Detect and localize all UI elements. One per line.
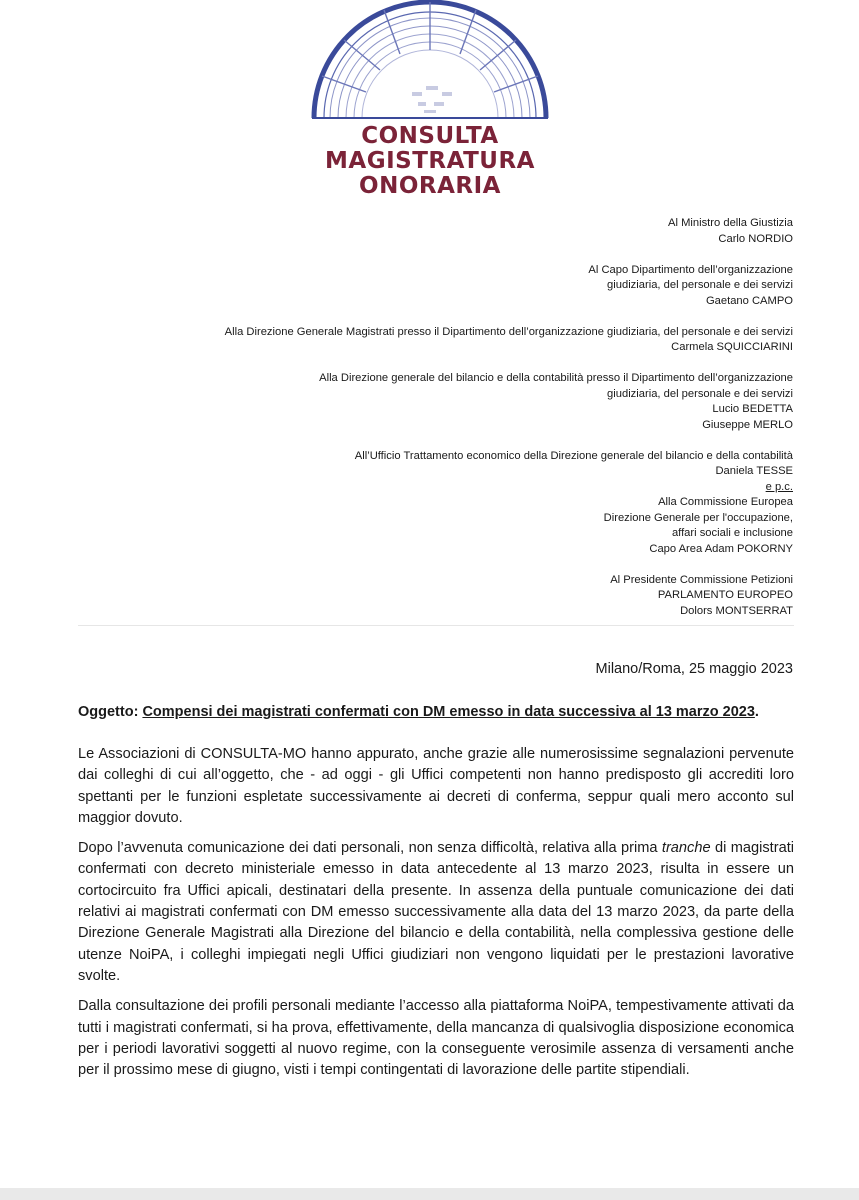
addressee-line: Al Capo Dipartimento dell’organizzazione: [588, 263, 793, 276]
addressee-line: Dolors MONTSERRAT: [680, 604, 793, 617]
letter-body: [78, 744, 794, 1090]
addressee-line: giudiziaria, del personale e dei servizi: [607, 387, 793, 400]
cc-label: e p.c.: [765, 480, 793, 493]
addressee-line: Capo Area Adam POKORNY: [649, 542, 793, 555]
divider: [78, 625, 794, 626]
addressee-parlamento-europeo: [93, 573, 793, 620]
addressee-line: Daniela TESSE: [715, 465, 793, 477]
addressee-line: All’Ufficio Trattamento economico della Direzione generale del bilancio e della contabilità: [354, 449, 793, 462]
addressee-direzione-bilancio: [93, 371, 793, 433]
logo-line-3: ONORARIA: [359, 173, 501, 199]
logo-wordmark: [300, 124, 560, 199]
page-bottom-edge: [0, 1188, 859, 1200]
addressee-line: giudiziaria, del personale e dei servizi: [607, 279, 793, 291]
addressee-line: PARLAMENTO EUROPEO: [657, 589, 793, 601]
addressee-line: Direzione Generale per l'occupazione,: [603, 511, 793, 524]
letter-subject: [78, 704, 794, 720]
cc-marker: [93, 480, 793, 496]
addressee-line: Alla Direzione Generale Magistrati presso il Dipartimento dell’organizzazione giudiziaria, del personale e dei servizi: [224, 325, 793, 338]
addressee-commissione-europea: [93, 495, 793, 557]
paragraph-2-emphasis: tranche: [661, 840, 711, 857]
addressee-line: Lucio BEDETTA: [712, 403, 793, 415]
paragraph-2-start: Dopo l’avvenuta comunicazione dei dati personali, non senza difficoltà, relativa alla prima: [78, 840, 662, 857]
paragraph-2-rest: di magistrati confermati con decreto ministeriale emesso in data antecedente al 13 marzo 2023, risulta in essere un cortocircuito fra Uffici apicali, destinatari della presente. In assenza della puntuale comunicazione dei dati relativi ai magistrati confermati con DM emesso successivamente alla data del 13 marzo 2023, da parte della Direzione Generale Magistrati alla Direzione del bilancio e della contabilità, nella complessiva gestione delle utenze NoiPA, i colleghi impiegati negli Uffici giudiziari non vengono liquidati per le prestazioni lavorative svolte.: [78, 840, 794, 984]
addressee-ufficio-trattamento: [93, 449, 793, 480]
addressee-capo-dipartimento: [93, 263, 793, 310]
addressee-line: Giuseppe MERLO: [702, 418, 793, 431]
letter-date: Milano/Roma, 25 maggio 2023: [595, 661, 793, 677]
addressee-line: Al Presidente Commissione Petizioni: [610, 573, 793, 586]
subject-label: Oggetto:: [78, 704, 139, 720]
addressee-direzione-magistrati: [93, 325, 793, 356]
logo-line-2: MAGISTRATURA: [325, 148, 535, 174]
paragraph-1: Le Associazioni di CONSULTA-MO hanno appurato, anche grazie alle numerosissime segnalazioni pervenute dai colleghi di cui all’oggetto, che - ad oggi - gli Uffici competenti non hanno predisposto gli accrediti loro spettanti per le funzioni espletate successivamente ai decreti di conferma, seppur quali mero acconto sul maggior dovuto.: [78, 746, 794, 826]
consulta-logo: [300, 0, 560, 200]
addressee-ministro: [93, 216, 793, 247]
paragraph-2: [78, 838, 794, 987]
addressee-line: Al Ministro della Giustizia: [668, 217, 793, 229]
logo-line-1: CONSULTA: [361, 123, 499, 149]
addressee-list: [93, 216, 793, 619]
addressee-line: Alla Direzione generale del bilancio e della contabilità presso il Dipartimento dell’organizzazione: [319, 372, 793, 384]
addressee-line: Carlo NORDIO: [718, 232, 793, 245]
addressee-line: Alla Commissione Europea: [658, 496, 793, 508]
amphitheatre-emblem-icon: [300, 0, 560, 125]
subject-end: .: [754, 704, 759, 720]
addressee-line: affari sociali e inclusione: [671, 527, 793, 539]
addressee-line: Gaetano CAMPO: [705, 294, 793, 307]
paragraph-3: Dalla consultazione dei profili personali mediante l’accesso alla piattaforma NoiPA, tempestivamente attivati da tutti i magistrati confermati, si ha prova, effettivamente, della mancanza di qualsivoglia disposizione economica per i periodi lavorativi soggetti al nuovo regime, con la conseguente verosimile assenza di versamenti anche per il prossimo mese di giugno, visti i tempi contingentati di lavorazione delle partite stipendiali.: [78, 998, 794, 1079]
subject-text: Compensi dei magistrati confermati con DM emesso in data successiva al 13 marzo 2023: [142, 704, 755, 720]
addressee-line: Carmela SQUICCIARINI: [671, 341, 793, 353]
